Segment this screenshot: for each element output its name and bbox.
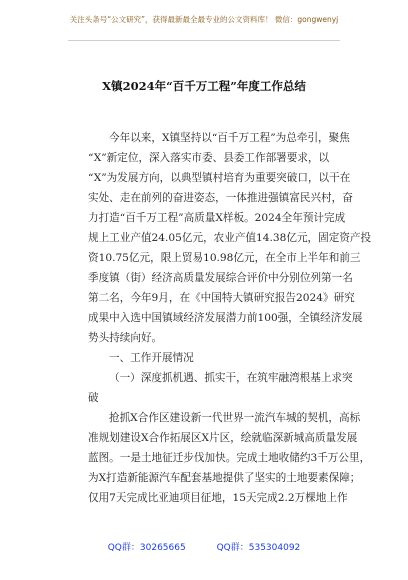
paragraph-line: 力打造“百千万工程”高质量X样板。2024全年预计完成 bbox=[88, 212, 346, 224]
paragraph-line: 资10.75亿元，限上贸易10.98亿元，在全市上半年和前三 bbox=[88, 252, 361, 264]
paragraph-line: 成果中入选中国镇域经济发展潜力前100强，全镇经济发展 bbox=[88, 312, 363, 324]
paragraph-line: 仅用7天完成比亚迪项目征地，15天完成2.2万棵地上作 bbox=[88, 492, 348, 504]
paragraph-line: 势头持续向好。 bbox=[88, 332, 163, 344]
paragraph-line: 季度镇（街）经济高质量发展综合评价中分别位列第一名 bbox=[88, 272, 353, 284]
paragraph-line: 抢抓X合作区建设新一代世界一流汽车城的契机，高标 bbox=[109, 412, 361, 424]
section-heading: 一、工作开展情况 bbox=[109, 352, 194, 364]
paragraph-line: 实处、走在前列的奋进姿态，一体推进强镇富民兴村，奋 bbox=[88, 192, 353, 204]
paragraph-line: 准规划建设X合作拓展区X片区，绘就临深新城高质量发展 bbox=[88, 432, 358, 444]
header-banner: 关注头条号“公文研究”，获得最新最全最专业的公文资料库！ 微信：gongwenyj bbox=[69, 15, 339, 24]
subsection-heading: （一）深度抓机遇、抓实干，在筑牢融湾根基上求突 bbox=[109, 372, 353, 384]
paragraph-line: 第二名，今年9月，在《中国特大镇研究报告2024》研究 bbox=[88, 292, 355, 304]
document-title: X镇2024年“百千万工程”年度工作总结 bbox=[102, 79, 306, 93]
paragraph-line: 规上工业产值24.05亿元，农业产值14.38亿元，固定资产投 bbox=[88, 232, 372, 244]
footer-contacts bbox=[0, 540, 408, 553]
paragraph-line: “X”新定位，深入落实市委、县委工作部署要求，以 bbox=[88, 152, 330, 164]
paragraph-line: 为X打造新能源汽车配套基地提供了坚实的土地要素保障； bbox=[88, 472, 361, 484]
footer-qq-group-1: QQ群：30265665 bbox=[107, 543, 186, 553]
footer-qq-group-2: QQ群：535304092 bbox=[216, 543, 301, 553]
subsection-heading-cont: 破 bbox=[88, 392, 99, 404]
header-divider bbox=[68, 40, 340, 41]
paragraph-line: 蓝图。一是土地征迁步伐加快。完成土地收储约3千万公里， bbox=[88, 452, 371, 464]
document-body bbox=[88, 128, 372, 508]
paragraph-line: “X”为发展方向，以典型镇村培育为重要突破口，以干在 bbox=[88, 172, 351, 184]
paragraph-line: 今年以来，X镇坚持以“百千万工程”为总牵引，聚焦 bbox=[109, 132, 350, 144]
